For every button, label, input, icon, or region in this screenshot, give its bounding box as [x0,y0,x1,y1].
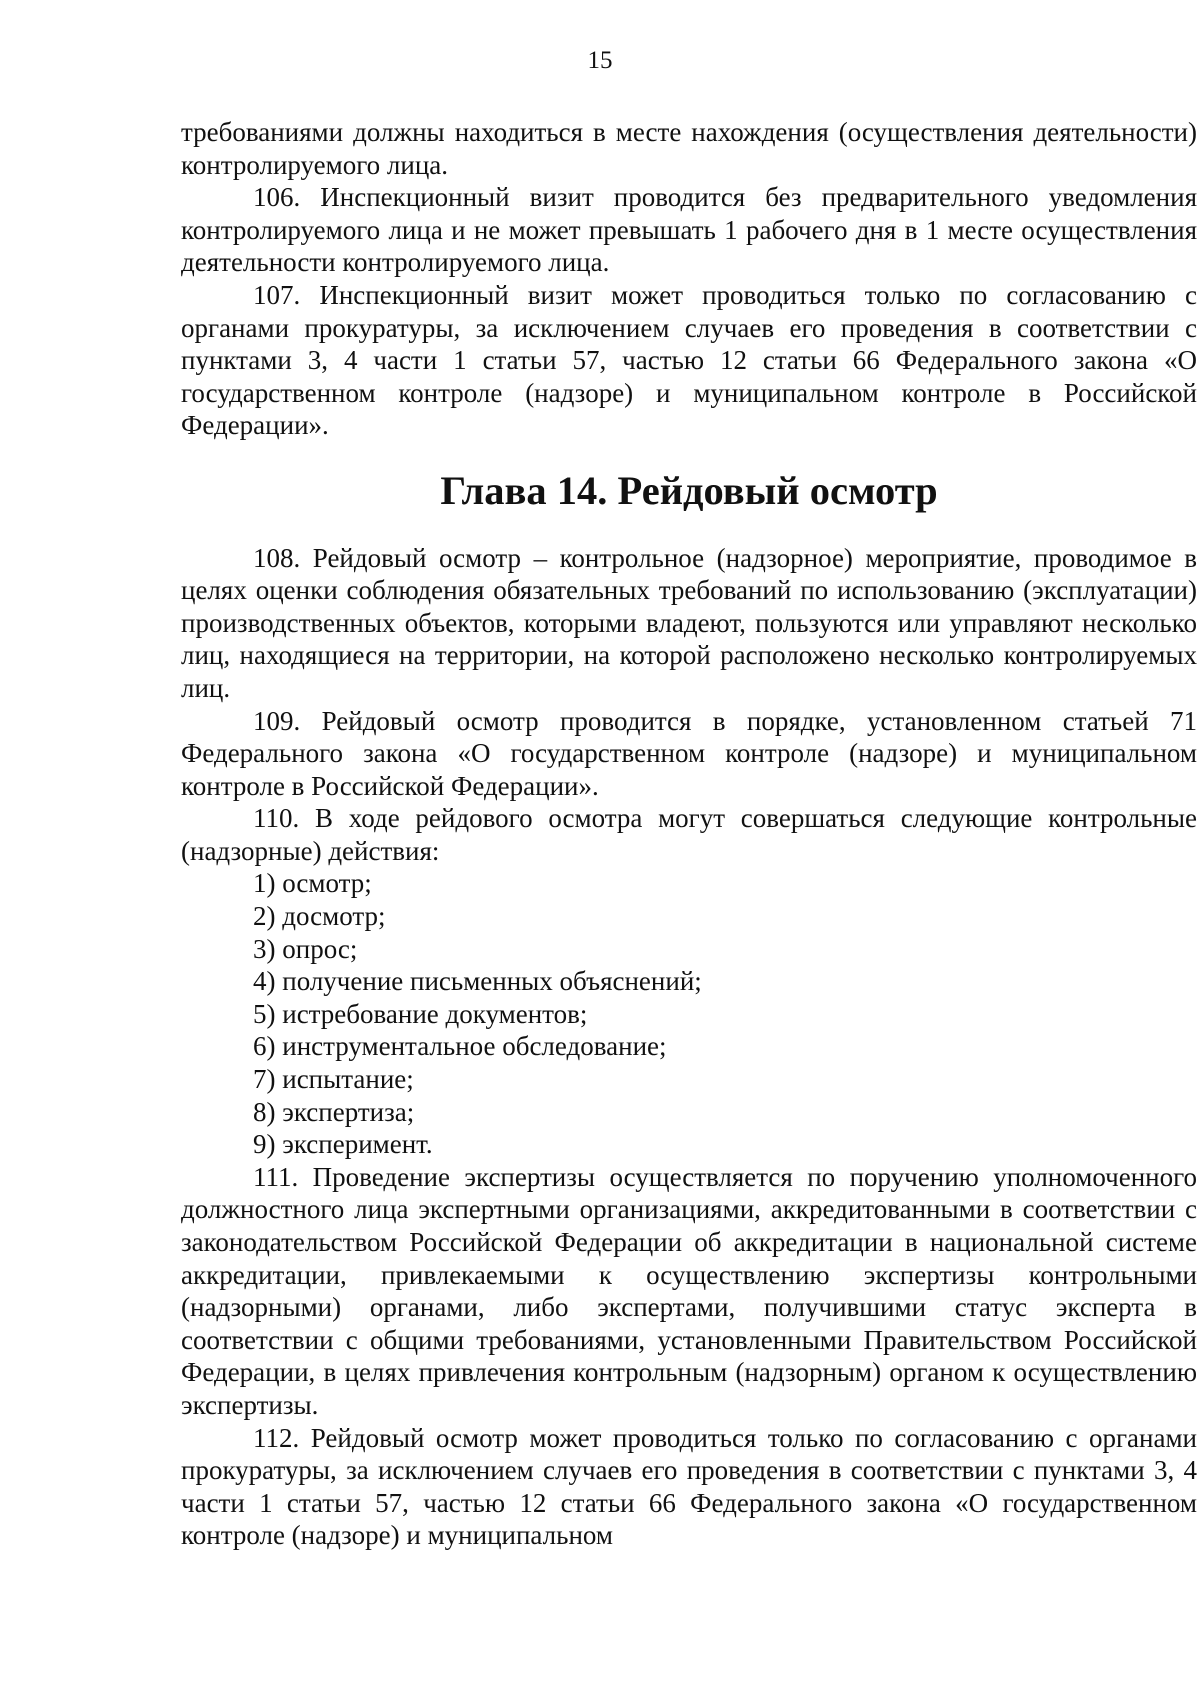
paragraph: требованиями должны находиться в месте нахождения (осуществления деятельности) контролируемого лица. [181,117,1197,180]
paragraph: 112. Рейдовый осмотр может проводиться только по согласованию с органами прокуратуры, за исключением случаев его проведения в соответствии с пунктами 3, 4 части 1 статьи 57, частью 12 статьи 66 Федерального закона «О государственном контроле (надзоре) и муниципальном [181,1422,1197,1551]
paragraph: 107. Инспекционный визит может проводиться только по согласованию с органами прокуратуры, за исключением случаев его проведения в соответствии с пунктами 3, 4 части 1 статьи 57, частью 12 статьи 66 Федерального закона «О государственном контроле (надзоре) и муниципальном контроле в Российской Федерации». [181,279,1197,441]
list-item: 9) эксперимент. [253,1129,433,1160]
paragraph: 111. Проведение экспертизы осуществляется по поручению уполномоченного должностного лица экспертными организациями, аккредитованными в соответствии с законодательством Российской Федерации об аккредитации в национальной системе аккредитации, привлекаемыми к осуществлению экспертизы контрольными (надзорными) органами, либо экспертами, получившими статус эксперта в соответствии с общими требованиями, установленными Правительством Российской Федерации, в целях привлечения контрольным (надзорным) органом к осуществлению экспертизы. [181,1161,1197,1420]
paragraph: 109. Рейдовый осмотр проводится в порядке, установленном статьей 71 Федерального закона «О государственном контроле (надзоре) и муниципальном контроле в Российской Федерации». [181,705,1197,801]
paragraph: 106. Инспекционный визит проводится без предварительного уведомления контролируемого лица и не может превышать 1 рабочего дня в 1 месте осуществления деятельности контролируемого лица. [181,182,1197,278]
section-before-chapter [181,116,1197,442]
section-after-chapter [181,542,1197,1552]
document-body [181,116,1197,1552]
list-item: 3) опрос; [253,933,358,964]
list-item: 4) получение письменных объяснений; [253,966,702,997]
list-item: 8) экспертиза; [253,1096,415,1127]
paragraph: 108. Рейдовый осмотр – контрольное (надзорное) мероприятие, проводимое в целях оценки соблюдения обязательных требований по использованию (эксплуатации) производственных объектов, которыми владеют, пользуются или управляют несколько лиц, находящиеся на территории, на которой расположено несколько контролируемых лиц. [181,542,1197,703]
list-item: 2) досмотр; [253,901,386,932]
list-item: 6) инструментальное обследование; [253,1031,667,1062]
chapter-heading: Глава 14. Рейдовый осмотр [440,467,938,513]
page-number: 15 [587,47,613,74]
list-item: 7) испытание; [253,1064,414,1095]
list-item: 1) осмотр; [253,868,372,899]
list-item: 5) истребование документов; [253,998,588,1029]
paragraph: 110. В ходе рейдового осмотра могут совершаться следующие контрольные (надзорные) действия: [181,803,1197,866]
